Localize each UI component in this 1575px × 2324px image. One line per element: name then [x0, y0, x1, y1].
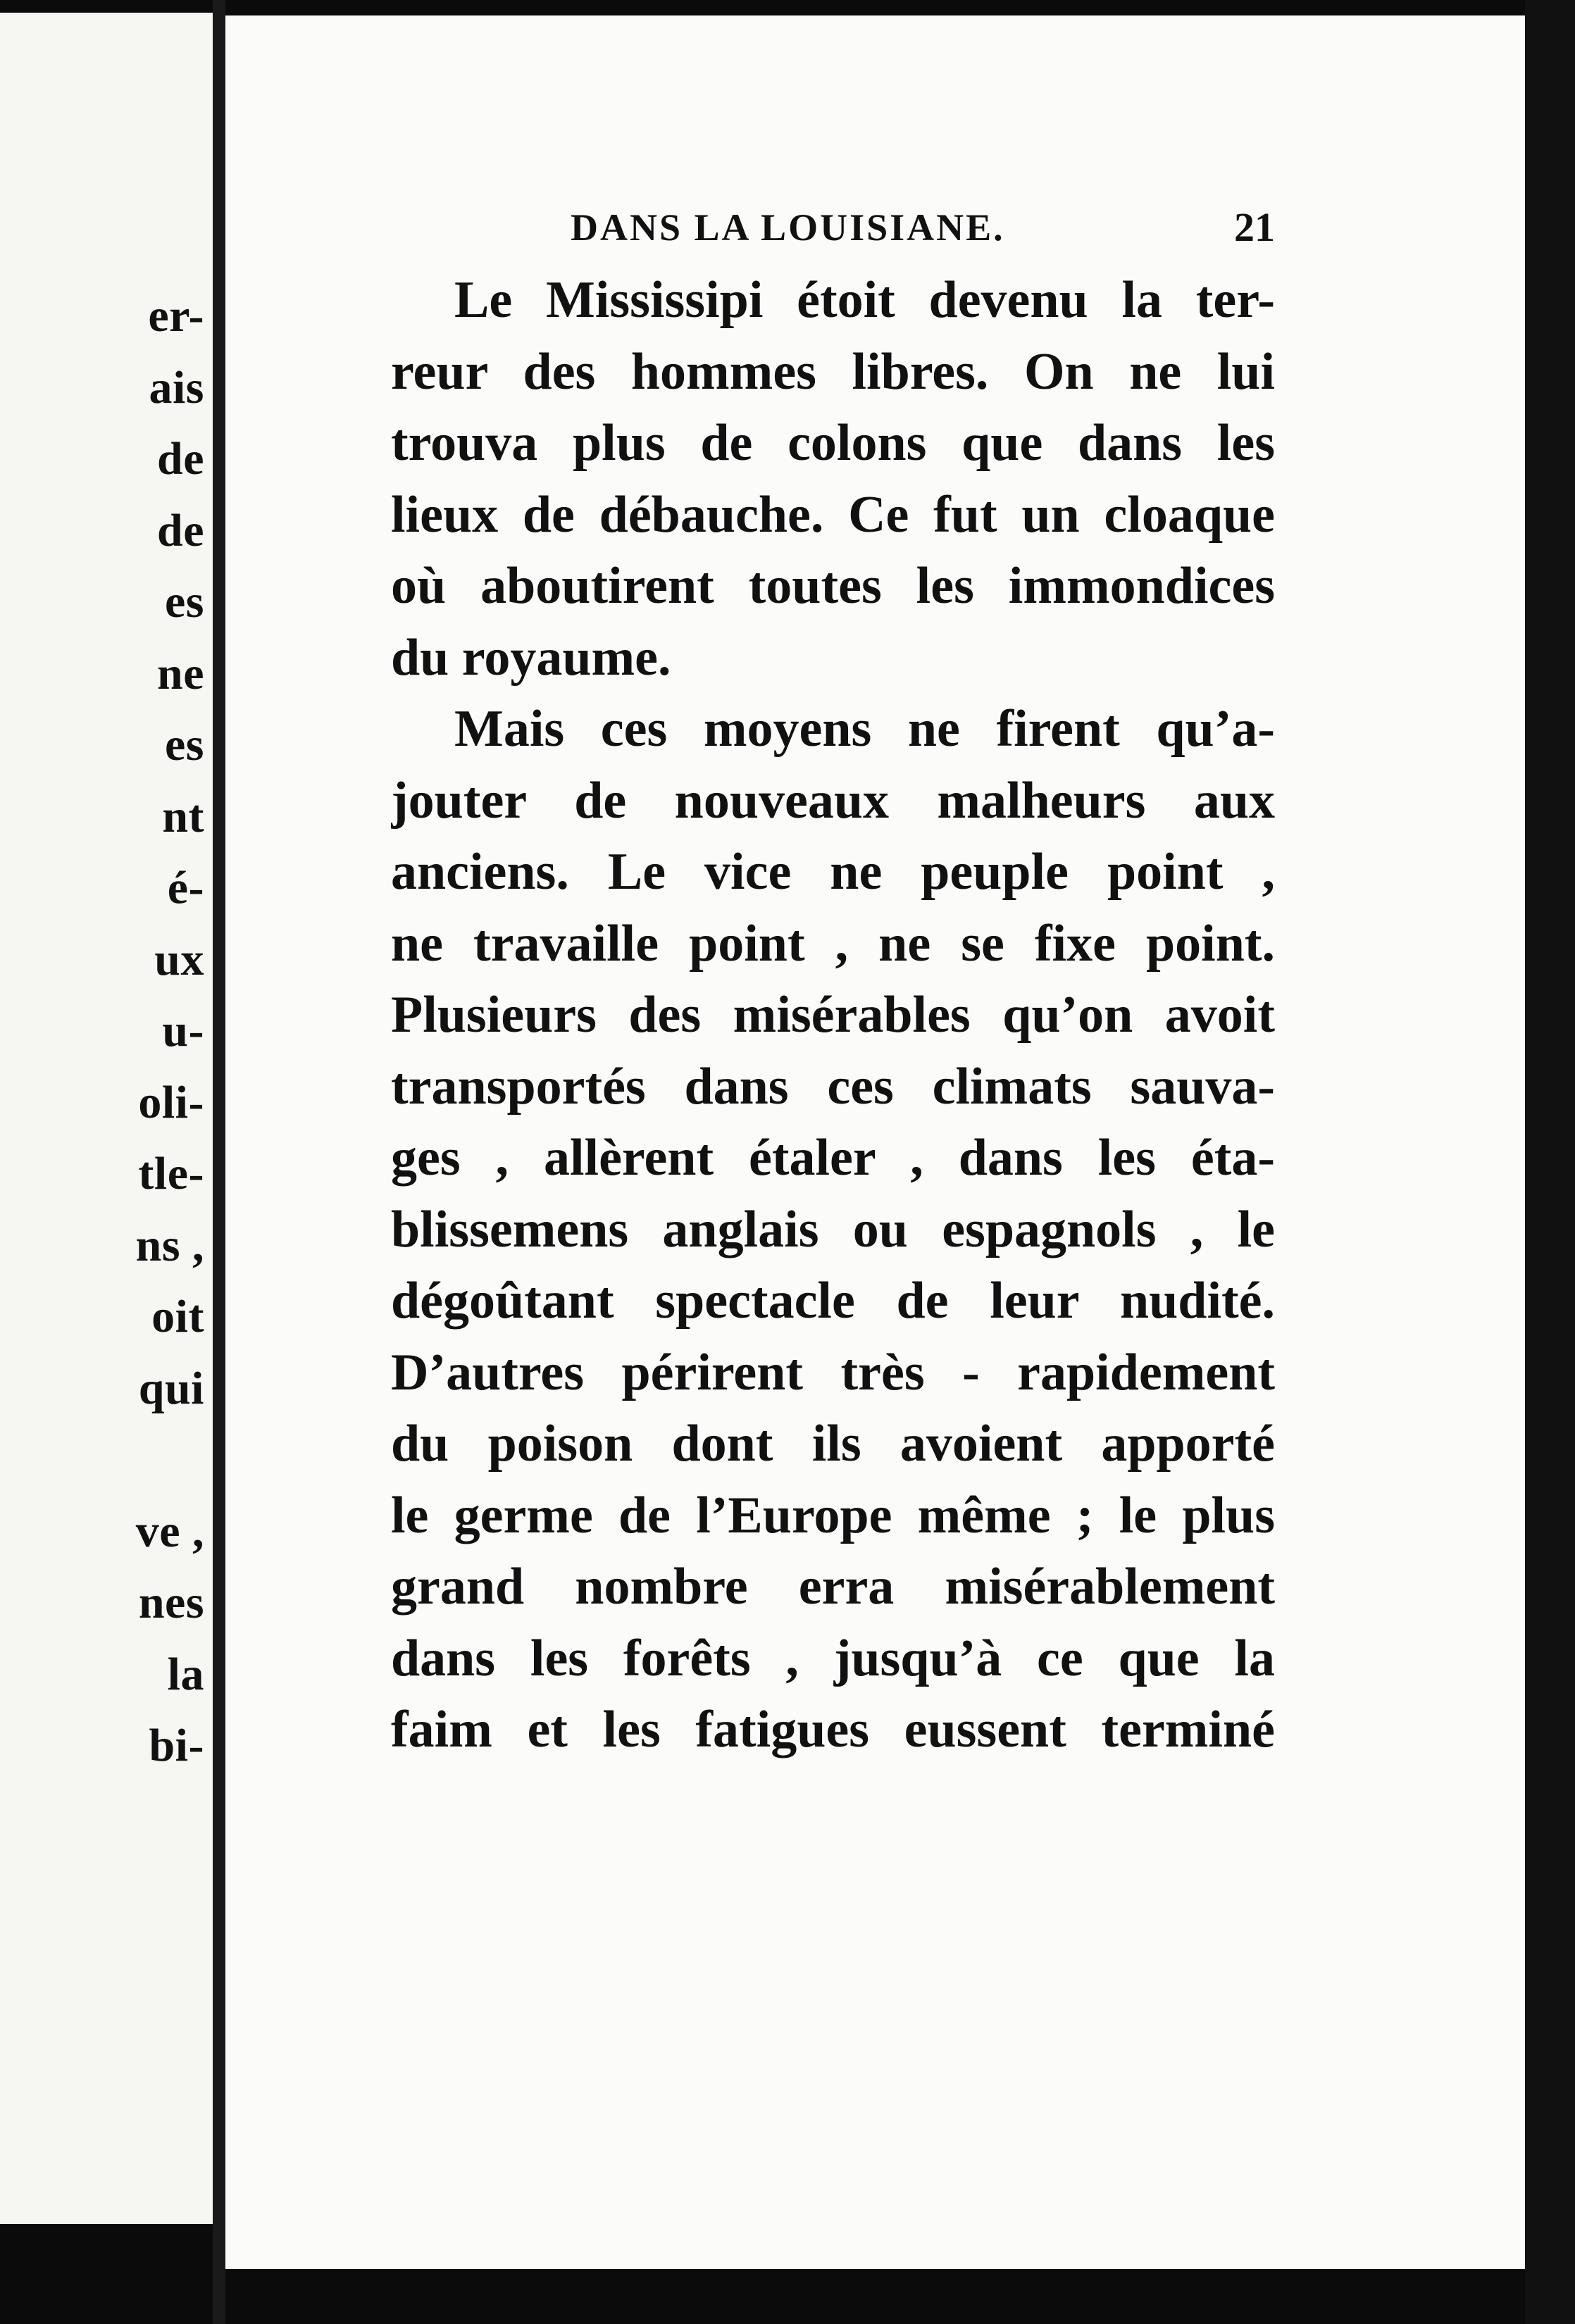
running-head [345, 203, 1275, 252]
page-number: 21 [1234, 204, 1275, 250]
text-line: trouva plus de colons que dans les [391, 414, 1275, 472]
left-fragment: ne [157, 647, 204, 699]
text-line: du poison dont ils avoient apporté [391, 1415, 1275, 1473]
body-text [391, 265, 1275, 1766]
text-line: ne travaille point , ne se fixe point. [391, 914, 1275, 973]
text-line: blissemens anglais ou espagnols , le [391, 1200, 1275, 1258]
text-line: du royaume. [391, 628, 671, 687]
left-fragment: ns , [135, 1219, 204, 1271]
paragraph [391, 694, 1275, 1766]
text-line: le germe de l’Europe même ; le plus [391, 1486, 1275, 1544]
text-line: Plusieurs des misérables qu’on avoit [391, 986, 1275, 1044]
left-fragment [0, 1424, 213, 1496]
text-line: ges , allèrent étaler , dans les éta- [391, 1129, 1275, 1187]
left-fragment: es [165, 719, 204, 770]
text-line: transportés dans ces climats sauva- [391, 1057, 1275, 1116]
page-edge [1525, 0, 1575, 2324]
running-title: DANS LA LOUISIANE. [571, 206, 1005, 249]
left-fragment: é- [167, 862, 204, 913]
left-fragment: es [165, 576, 204, 627]
left-fragment: bi- [149, 1720, 204, 1771]
left-page-line-fragments [0, 280, 213, 1782]
text-line: Mais ces moyens ne firent qu’a- [454, 700, 1275, 758]
left-fragment: er- [148, 290, 204, 342]
text-line: faim et les fatigues eussent terminé [391, 1701, 1275, 1758]
text-line: lieux de débauche. Ce fut un cloaque [391, 485, 1275, 544]
left-fragment: oli- [138, 1076, 204, 1128]
text-line: reur des hommes libres. On ne lui [391, 342, 1275, 401]
text-line: D’autres périrent très - rapidement [391, 1343, 1275, 1401]
left-fragment: de [157, 433, 204, 485]
left-fragment: de [157, 504, 204, 556]
left-fragment: qui [138, 1362, 204, 1414]
left-fragment: nes [138, 1577, 204, 1628]
left-fragment: u- [162, 1005, 204, 1056]
text-line: anciens. Le vice ne peuple point , [391, 843, 1275, 901]
text-line: grand nombre erra misérablement [391, 1558, 1275, 1616]
left-fragment: ais [149, 361, 204, 413]
left-fragment: tle- [138, 1148, 204, 1199]
book-gutter [213, 0, 225, 2324]
text-line: Le Mississipi étoit devenu la ter- [454, 271, 1275, 329]
paragraph [391, 265, 1275, 694]
left-fragment: nt [162, 790, 204, 842]
left-fragment: ux [154, 933, 204, 985]
left-fragment: oit [151, 1291, 204, 1342]
left-fragment: ve , [135, 1505, 204, 1557]
text-line: jouter de nouveaux malheurs aux [391, 771, 1275, 830]
left-page [0, 13, 213, 2224]
text-line: dégoûtant spectacle de leur nudité. [391, 1272, 1275, 1330]
left-fragment: la [167, 1648, 204, 1700]
text-line: où aboutirent toutes les immondices [391, 557, 1275, 615]
text-line: dans les forêts , jusqu’à ce que la [391, 1629, 1275, 1687]
